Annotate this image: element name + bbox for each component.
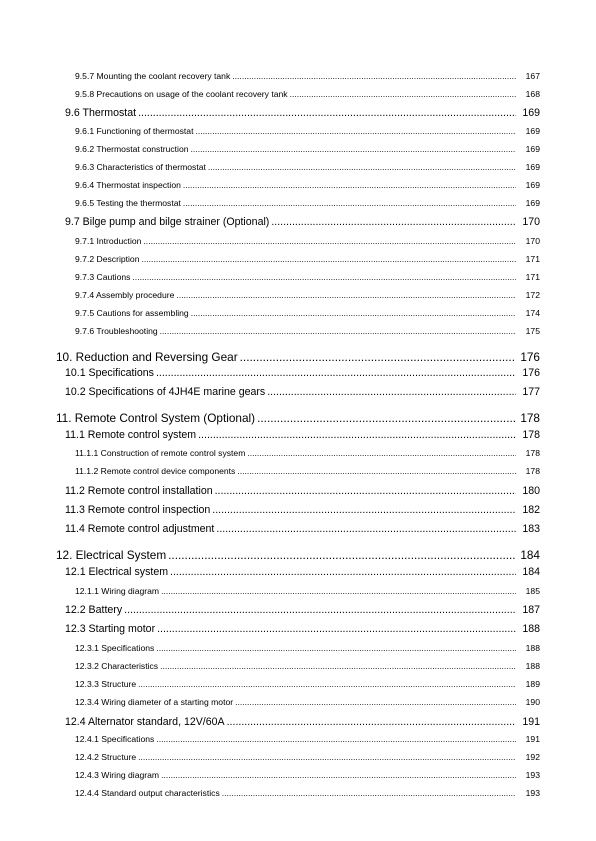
toc-entry-page-number: 167 — [525, 71, 540, 81]
toc-entry-level-3[interactable] — [75, 254, 540, 264]
toc-entry-page-number: 193 — [525, 788, 540, 798]
dot-leader — [198, 429, 516, 441]
toc-entry-page-number: 193 — [525, 770, 540, 780]
toc-entry-page-number: 187 — [522, 604, 540, 616]
dot-leader — [157, 623, 516, 635]
dot-leader — [290, 89, 516, 99]
toc-entry-page-number: 182 — [522, 504, 540, 516]
toc-entry-page-number: 176 — [522, 367, 540, 379]
toc-entry-title: 11.1 Remote control system — [65, 429, 197, 441]
dot-leader — [271, 216, 516, 228]
toc-entry-title: 11. Remote Control System (Optional) — [56, 411, 256, 425]
toc-entry-page-number: 169 — [525, 126, 540, 136]
toc-entry-page-number: 191 — [525, 734, 540, 744]
toc-entry-page-number: 178 — [520, 411, 540, 425]
toc-entry-title: 12.4 Alternator standard, 12V/60A — [65, 716, 225, 728]
dot-leader — [216, 523, 516, 535]
dot-leader — [160, 661, 516, 671]
dot-leader — [183, 180, 516, 190]
toc-entry-page-number: 176 — [520, 350, 540, 364]
toc-entry-page-number: 169 — [525, 162, 540, 172]
toc-entry-level-3[interactable] — [75, 126, 540, 136]
toc-entry-level-2[interactable] — [65, 107, 540, 119]
toc-entry-level-3[interactable] — [75, 326, 540, 336]
toc-entry-title: 11.1.2 Remote control device components — [75, 466, 236, 476]
toc-entry-page-number: 174 — [525, 308, 540, 318]
toc-entry-level-3[interactable] — [75, 272, 540, 282]
toc-entry-title: 12.3.4 Wiring diameter of a starting motor — [75, 697, 234, 707]
toc-entry-level-2[interactable] — [65, 716, 540, 728]
toc-entry-page-number: 183 — [522, 523, 540, 535]
toc-entry-level-3[interactable] — [75, 788, 540, 798]
dot-leader — [170, 566, 516, 578]
toc-entry-level-1[interactable] — [56, 350, 540, 364]
toc-entry-page-number: 180 — [522, 485, 540, 497]
dot-leader — [132, 272, 516, 282]
toc-entry-level-1[interactable] — [56, 548, 540, 562]
dot-leader — [160, 326, 516, 336]
toc-entry-page-number: 191 — [522, 716, 540, 728]
toc-entry-title: 12.3.3 Structure — [75, 679, 137, 689]
toc-entry-title: 11.4 Remote control adjustment — [65, 523, 215, 535]
toc-entry-title: 12.1 Electrical system — [65, 566, 169, 578]
dot-leader — [124, 604, 516, 616]
toc-entry-page-number: 192 — [525, 752, 540, 762]
toc-entry-page-number: 184 — [520, 548, 540, 562]
toc-entry-level-3[interactable] — [75, 448, 540, 458]
toc-entry-page-number: 175 — [525, 326, 540, 336]
toc-entry-level-3[interactable] — [75, 308, 540, 318]
dot-leader — [227, 716, 516, 728]
toc-entry-level-2[interactable] — [65, 504, 540, 516]
toc-entry-level-2[interactable] — [65, 604, 540, 616]
dot-leader — [161, 770, 516, 780]
dot-leader — [156, 734, 516, 744]
toc-entry-page-number: 169 — [522, 107, 540, 119]
toc-entry-level-3[interactable] — [75, 236, 540, 246]
toc-entry-title: 12.1.1 Wiring diagram — [75, 586, 160, 596]
toc-entry-level-3[interactable] — [75, 89, 540, 99]
toc-entry-level-3[interactable] — [75, 661, 540, 671]
toc-entry-title: 9.7.4 Assembly procedure — [75, 290, 175, 300]
toc-entry-title: 12.3 Starting motor — [65, 623, 156, 635]
toc-entry-level-3[interactable] — [75, 162, 540, 172]
toc-entry-page-number: 171 — [525, 254, 540, 264]
toc-entry-title: 9.7.5 Cautions for assembling — [75, 308, 189, 318]
toc-entry-title: 9.7 Bilge pump and bilge strainer (Optional) — [65, 216, 270, 228]
dot-leader — [156, 367, 516, 379]
dot-leader — [208, 162, 516, 172]
toc-entry-title: 9.7.3 Cautions — [75, 272, 131, 282]
toc-entry-title: 12.3.2 Characteristics — [75, 661, 159, 671]
toc-entry-title: 12.4.2 Structure — [75, 752, 137, 762]
toc-entry-page-number: 172 — [525, 290, 540, 300]
toc-entry-page-number: 189 — [525, 679, 540, 689]
toc-entry-level-3[interactable] — [75, 180, 540, 190]
toc-entry-page-number: 184 — [522, 566, 540, 578]
toc-entry-level-1[interactable] — [56, 411, 540, 425]
dot-leader — [215, 485, 516, 497]
toc-entry-page-number: 178 — [522, 429, 540, 441]
toc-entry-title: 9.6.3 Characteristics of thermostat — [75, 162, 206, 172]
toc-entry-page-number: 188 — [522, 623, 540, 635]
toc-entry-title: 11.1.1 Construction of remote control system — [75, 448, 246, 458]
dot-leader — [191, 308, 516, 318]
toc-entry-page-number: 170 — [522, 216, 540, 228]
toc-entry-page-number: 178 — [525, 448, 540, 458]
toc-entry-title: 9.6.5 Testing the thermostat — [75, 198, 181, 208]
dot-leader — [257, 411, 516, 425]
toc-entry-page-number: 168 — [525, 89, 540, 99]
dot-leader — [195, 126, 516, 136]
dot-leader — [143, 236, 516, 246]
toc-entry-level-3[interactable] — [75, 71, 540, 81]
toc-entry-page-number: 178 — [525, 466, 540, 476]
dot-leader — [138, 107, 516, 119]
dot-leader — [142, 254, 517, 264]
toc-entry-level-3[interactable] — [75, 198, 540, 208]
toc-entry-page-number: 188 — [525, 661, 540, 671]
toc-entry-title: 9.6 Thermostat — [65, 107, 137, 119]
toc-entry-title: 12. Electrical System — [56, 548, 167, 562]
dot-leader — [176, 290, 516, 300]
toc-entry-page-number: 177 — [522, 386, 540, 398]
toc-entry-title: 12.3.1 Specifications — [75, 643, 155, 653]
toc-entry-title: 12.4.4 Standard output characteristics — [75, 788, 220, 798]
toc-entry-title: 10.2 Specifications of 4JH4E marine gears — [65, 386, 266, 398]
dot-leader — [237, 466, 516, 476]
toc-entry-level-2[interactable] — [65, 367, 540, 379]
dot-leader — [240, 350, 516, 364]
toc-entry-page-number: 190 — [525, 697, 540, 707]
dot-leader — [247, 448, 516, 458]
toc-entry-title: 9.7.2 Description — [75, 254, 140, 264]
toc-entry-title: 9.7.6 Troubleshooting — [75, 326, 158, 336]
dot-leader — [232, 71, 516, 81]
toc-entry-title: 9.6.4 Thermostat inspection — [75, 180, 181, 190]
toc-entry-page-number: 170 — [525, 236, 540, 246]
dot-leader — [138, 679, 516, 689]
dot-leader — [138, 752, 516, 762]
toc-entry-level-3[interactable] — [75, 144, 540, 154]
toc-entry-level-3[interactable] — [75, 679, 540, 689]
toc-entry-level-3[interactable] — [75, 770, 540, 780]
toc-entry-title: 10.1 Specifications — [65, 367, 154, 379]
toc-entry-level-3[interactable] — [75, 734, 540, 744]
dot-leader — [212, 504, 516, 516]
toc-entry-page-number: 171 — [525, 272, 540, 282]
toc-entry-page-number: 169 — [525, 144, 540, 154]
toc-entry-title: 9.6.1 Functioning of thermostat — [75, 126, 194, 136]
toc-entry-title: 12.2 Battery — [65, 604, 123, 616]
toc-entry-title: 10. Reduction and Reversing Gear — [56, 350, 238, 364]
toc-entry-title: 12.4.1 Specifications — [75, 734, 155, 744]
dot-leader — [267, 386, 516, 398]
toc-entry-title: 9.7.1 Introduction — [75, 236, 142, 246]
toc-entry-level-3[interactable] — [75, 290, 540, 300]
dot-leader — [191, 144, 516, 154]
toc-entry-level-2[interactable] — [65, 429, 540, 441]
toc-entry-level-2[interactable] — [65, 566, 540, 578]
toc-entry-title: 9.5.7 Mounting the coolant recovery tank — [75, 71, 231, 81]
toc-entry-level-3[interactable] — [75, 752, 540, 762]
toc-entry-level-3[interactable] — [75, 466, 540, 476]
toc-entry-title: 12.4.3 Wiring diagram — [75, 770, 160, 780]
toc-entry-level-3[interactable] — [75, 586, 540, 596]
toc-entry-page-number: 169 — [525, 198, 540, 208]
dot-leader — [156, 643, 516, 653]
toc-entry-level-2[interactable] — [65, 623, 540, 635]
toc-entry-level-2[interactable] — [65, 216, 540, 228]
toc-entry-level-2[interactable] — [65, 523, 540, 535]
toc-entry-page-number: 188 — [525, 643, 540, 653]
toc-entry-level-3[interactable] — [75, 697, 540, 707]
toc-entry-page-number: 185 — [525, 586, 540, 596]
toc-entry-level-3[interactable] — [75, 643, 540, 653]
toc-entry-title: 11.2 Remote control installation — [65, 485, 213, 497]
dot-leader — [222, 788, 516, 798]
toc-entry-page-number: 169 — [525, 180, 540, 190]
dot-leader — [235, 697, 516, 707]
toc-entry-title: 9.6.2 Thermostat construction — [75, 144, 189, 154]
toc-entry-title: 11.3 Remote control inspection — [65, 504, 211, 516]
toc-entry-level-2[interactable] — [65, 386, 540, 398]
dot-leader — [168, 548, 516, 562]
toc-entry-level-2[interactable] — [65, 485, 540, 497]
dot-leader — [183, 198, 516, 208]
dot-leader — [161, 586, 516, 596]
toc-entry-title: 9.5.8 Precautions on usage of the coolant recovery tank — [75, 89, 288, 99]
